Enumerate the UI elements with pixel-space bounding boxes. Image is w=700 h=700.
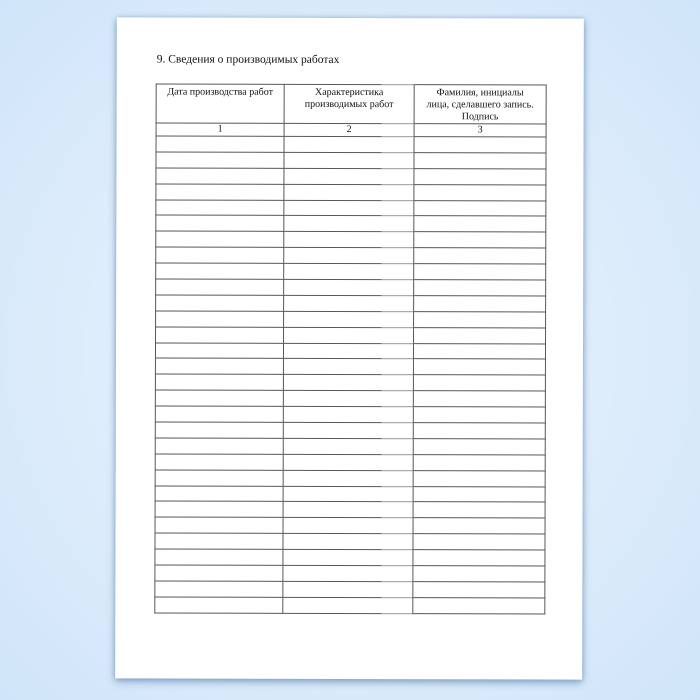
empty-cell — [156, 168, 284, 184]
empty-cell — [156, 215, 284, 231]
empty-cell — [156, 200, 284, 216]
empty-cell — [155, 358, 283, 374]
empty-cell — [414, 168, 546, 184]
empty-cell — [413, 375, 545, 391]
empty-table-row — [156, 184, 546, 201]
document-page — [115, 17, 584, 679]
empty-cell — [414, 216, 546, 232]
empty-table-row — [155, 470, 545, 487]
empty-cell — [414, 184, 546, 200]
empty-cell — [283, 422, 413, 438]
table-header-row — [156, 84, 546, 124]
empty-cell — [414, 280, 546, 296]
empty-table-row — [155, 358, 545, 375]
empty-cell — [283, 502, 413, 518]
empty-cell — [283, 438, 413, 454]
empty-cell — [284, 263, 414, 279]
empty-table-row — [155, 438, 545, 455]
empty-cell — [283, 391, 413, 407]
empty-cell — [413, 534, 545, 550]
empty-cell — [414, 232, 546, 248]
empty-table-row — [156, 231, 546, 248]
empty-cell — [155, 533, 283, 549]
empty-table-row — [155, 517, 545, 534]
empty-cell — [155, 406, 283, 422]
empty-cell — [414, 311, 546, 327]
empty-table-row — [156, 168, 546, 185]
empty-table-row — [155, 454, 545, 471]
empty-cell — [156, 184, 284, 200]
col-header-recorder-name-signature: Фамилия, инициалы лица, сделавшего запись. Подпись — [414, 85, 546, 124]
empty-cell — [155, 501, 283, 517]
column-number-2: 2 — [284, 123, 414, 136]
empty-cell — [413, 359, 545, 375]
empty-table-row — [155, 486, 545, 503]
empty-cell — [284, 311, 414, 327]
empty-cell — [414, 248, 546, 264]
empty-table-row — [156, 200, 546, 217]
empty-cell — [283, 549, 413, 565]
empty-table-row — [156, 152, 546, 169]
empty-table-row — [156, 327, 546, 344]
empty-table-row — [156, 215, 546, 232]
empty-cell — [156, 327, 284, 343]
empty-cell — [284, 327, 414, 343]
empty-cell — [155, 581, 283, 597]
empty-cell — [155, 374, 283, 390]
empty-cell — [284, 136, 414, 152]
empty-cell — [283, 486, 413, 502]
empty-cell — [284, 200, 414, 216]
empty-cell — [414, 296, 546, 312]
empty-table-row — [155, 565, 545, 582]
empty-table-row — [156, 295, 546, 312]
empty-cell — [155, 422, 283, 438]
empty-cell — [283, 406, 413, 422]
empty-table-row — [156, 263, 546, 280]
empty-cell — [155, 565, 283, 581]
empty-cell — [413, 550, 545, 566]
empty-table-row — [156, 247, 546, 264]
empty-cell — [156, 152, 284, 168]
empty-cell — [284, 232, 414, 248]
empty-cell — [414, 200, 546, 216]
empty-table-row — [156, 136, 546, 153]
empty-cell — [413, 486, 545, 502]
empty-cell — [284, 295, 414, 311]
empty-cell — [414, 153, 546, 169]
empty-table-row — [155, 501, 545, 518]
table-body — [155, 136, 546, 614]
empty-cell — [284, 184, 414, 200]
empty-table-row — [156, 279, 546, 296]
empty-cell — [156, 279, 284, 295]
empty-cell — [284, 248, 414, 264]
empty-cell — [156, 247, 284, 263]
empty-cell — [283, 454, 413, 470]
empty-cell — [413, 502, 545, 518]
empty-cell — [283, 581, 413, 597]
empty-cell — [283, 518, 413, 534]
empty-cell — [413, 518, 545, 534]
empty-table-row — [155, 406, 545, 423]
empty-cell — [156, 231, 284, 247]
column-number-1: 1 — [156, 123, 284, 136]
empty-cell — [156, 263, 284, 279]
empty-cell — [413, 391, 545, 407]
empty-cell — [283, 470, 413, 486]
empty-table-row — [155, 533, 545, 550]
works-table — [154, 83, 546, 614]
empty-cell — [413, 566, 545, 582]
empty-cell — [284, 168, 414, 184]
empty-cell — [413, 407, 545, 423]
empty-cell — [414, 264, 546, 280]
empty-cell — [283, 534, 413, 550]
empty-cell — [155, 438, 283, 454]
empty-table-row — [155, 597, 545, 614]
empty-cell — [155, 517, 283, 533]
empty-cell — [284, 216, 414, 232]
empty-cell — [155, 486, 283, 502]
col-header-work-characteristics: Характеристика производимых работ — [284, 84, 414, 123]
empty-cell — [413, 470, 545, 486]
empty-cell — [156, 295, 284, 311]
empty-cell — [413, 439, 545, 455]
empty-cell — [283, 565, 413, 581]
empty-cell — [156, 311, 284, 327]
column-number-row — [156, 123, 546, 137]
empty-table-row — [156, 311, 546, 328]
column-number-3: 3 — [414, 124, 546, 137]
empty-cell — [413, 582, 545, 598]
empty-cell — [413, 597, 545, 613]
empty-cell — [283, 597, 413, 613]
empty-cell — [156, 136, 284, 152]
empty-cell — [414, 137, 546, 153]
empty-cell — [155, 597, 283, 613]
empty-table-row — [155, 374, 545, 391]
empty-cell — [155, 470, 283, 486]
empty-cell — [155, 390, 283, 406]
section-title: 9. Сведения о производимых работах — [156, 53, 340, 66]
empty-table-row — [155, 390, 545, 407]
empty-table-row — [155, 549, 545, 566]
empty-cell — [413, 343, 545, 359]
empty-cell — [155, 343, 283, 359]
empty-table-row — [155, 581, 545, 598]
empty-cell — [284, 152, 414, 168]
empty-cell — [414, 327, 546, 343]
empty-cell — [283, 343, 413, 359]
empty-cell — [283, 375, 413, 391]
empty-cell — [413, 423, 545, 439]
empty-cell — [283, 359, 413, 375]
empty-cell — [284, 279, 414, 295]
empty-cell — [413, 454, 545, 470]
col-header-work-date: Дата производства работ — [156, 84, 284, 123]
empty-table-row — [155, 422, 545, 439]
document-content — [115, 17, 584, 614]
empty-cell — [155, 454, 283, 470]
empty-cell — [155, 549, 283, 565]
empty-table-row — [155, 343, 545, 360]
